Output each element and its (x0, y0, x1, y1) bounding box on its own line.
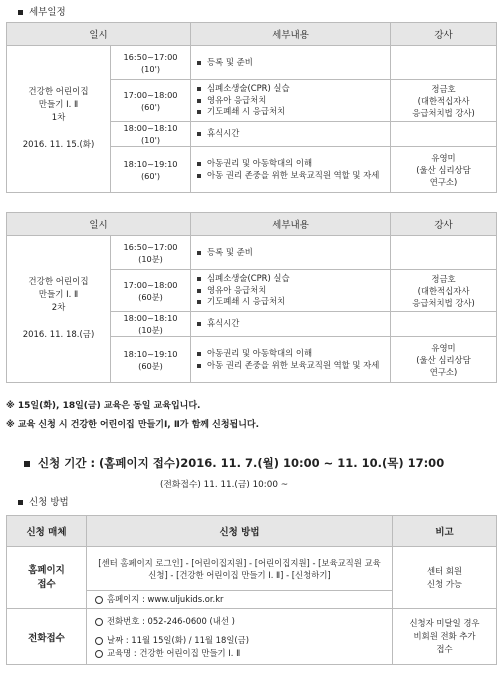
phone-number: 전화번호 : 052-246-0600 (내선 ) (95, 615, 392, 628)
square-bullet-icon (18, 10, 23, 15)
schedule-table-1 (6, 22, 497, 193)
content-item: 심폐소생술(CPR) 실습 (197, 273, 390, 285)
content-item: 휴식시간 (197, 128, 390, 140)
content-item: 심폐소생술(CPR) 실습 (197, 83, 390, 95)
web-remark: 센터 회원 신청 가능 (393, 547, 497, 609)
course-title-line: 만들기 Ⅰ. Ⅱ (38, 290, 79, 300)
instructor-line: (울산 심리상담 (416, 354, 471, 365)
time-range: 16:50~17:00 (123, 241, 178, 252)
content-item: 아동 권리 존중을 위한 보육교직원 역할 및 자세 (197, 360, 390, 372)
schedule-row (7, 46, 497, 80)
phone-course: 교육명 : 건강한 어린이집 만들기 Ⅰ. Ⅱ (95, 647, 392, 660)
homepage-cell (87, 591, 393, 609)
course-cell (7, 46, 111, 193)
duration: (60분) (138, 360, 163, 371)
time-range: 17:00~18:00 (123, 89, 178, 100)
instructor-line: (대한적십자사 (417, 95, 470, 106)
content-item: 영유아 응급처치 (197, 285, 390, 297)
header-instructor: 강사 (391, 23, 497, 46)
square-bullet-icon (24, 461, 30, 467)
instructor-line: 정금호 (431, 273, 456, 284)
content-cell (191, 236, 391, 270)
content-item: 등록 및 준비 (197, 247, 390, 259)
phone-medium-label: 전화접수 (7, 609, 87, 665)
phone-remark: 신청자 미달일 경우 비회원 전화 추가 접수 (393, 609, 497, 665)
content-item: 아동권리 및 아동학대의 이해 (197, 158, 390, 170)
header-method: 신청 방법 (87, 516, 393, 547)
application-method-table (6, 515, 497, 665)
content-cell (191, 80, 391, 122)
duration: (60분) (138, 291, 163, 302)
web-medium-label: 홈페이지 접수 (7, 547, 87, 609)
content-cell (191, 337, 391, 383)
course-title-line: 건강한 어린이집 (28, 87, 89, 97)
header-when: 일시 (7, 213, 191, 236)
content-item: 아동권리 및 아동학대의 이해 (197, 348, 390, 360)
header-medium: 신청 매체 (7, 516, 87, 547)
instructor-cell (391, 80, 497, 122)
phone-dates: 날짜 : 11월 15일(화) / 11월 18일(금) (95, 634, 392, 647)
instructor-line: 유영미 (431, 342, 456, 353)
time-cell (111, 80, 191, 122)
time-cell (111, 46, 191, 80)
section-heading-method: 신청 방법 (18, 494, 69, 508)
application-period: 신청 기간 : (홈페이지 접수)2016. 11. 7.(월) 10:00 ~ 11. 10.(목) 17:00 (24, 455, 444, 471)
course-cell (7, 236, 111, 383)
instructor-cell (391, 236, 497, 270)
instructor-line: 응급처치법 강사) (412, 107, 475, 118)
time-cell (111, 337, 191, 383)
content-item: 영유아 응급처치 (197, 95, 390, 107)
time-cell (111, 236, 191, 270)
header-content: 세부내용 (191, 213, 391, 236)
header-remark: 비고 (393, 516, 497, 547)
duration: (60') (140, 170, 161, 181)
content-item: 아동 권리 존중을 위한 보육교직원 역할 및 자세 (197, 170, 390, 182)
time-range: 18:10~19:10 (123, 348, 178, 359)
course-title-line: 2차 (51, 303, 66, 313)
content-cell (191, 312, 391, 337)
instructor-cell (391, 270, 497, 312)
square-bullet-icon (18, 500, 23, 505)
note-same-session: ※ 15일(화), 18일(금) 교육은 동일 교육입니다. (6, 401, 201, 411)
instructor-cell (391, 337, 497, 383)
time-range: 18:00~18:10 (123, 313, 178, 323)
course-date: 2016. 11. 15.(화) (22, 140, 95, 150)
web-menu-path: [센터 홈페이지 로그인] - [어린이집지원] - [어린이집지원] - [보육교직원 교육신청] - [건강한 어린이집 만들기 Ⅰ. Ⅱ] - [신청하기] (87, 547, 393, 591)
schedule-row (7, 236, 497, 270)
header-content: 세부내용 (191, 23, 391, 46)
content-cell (191, 270, 391, 312)
instructor-line: 연구소) (429, 176, 458, 187)
schedule-table-2 (6, 212, 497, 383)
course-title-line: 1차 (51, 113, 66, 123)
header-when: 일시 (7, 23, 191, 46)
content-item: 휴식시간 (197, 318, 390, 330)
instructor-line: (대한적십자사 (417, 285, 470, 296)
content-item: 기도폐쇄 시 응급처치 (197, 106, 390, 118)
time-cell (111, 312, 191, 337)
time-range: 18:00~18:10 (123, 123, 178, 133)
duration: (10분) (138, 325, 163, 335)
instructor-line: 연구소) (429, 366, 458, 377)
time-cell (111, 270, 191, 312)
note-combined-registration: ※ 교육 신청 시 건강한 어린이집 만들기Ⅰ, Ⅱ가 함께 신청됩니다. (6, 420, 260, 430)
homepage-url[interactable]: 홈페이지 : www.uljukids.or.kr (95, 593, 392, 606)
time-cell (111, 147, 191, 193)
instructor-line: 정금호 (431, 83, 456, 94)
time-range: 17:00~18:00 (123, 279, 178, 290)
instructor-cell (391, 147, 497, 193)
course-title-line: 건강한 어린이집 (28, 277, 89, 287)
duration: (10') (140, 63, 161, 74)
duration: (10') (140, 135, 161, 145)
content-cell (191, 46, 391, 80)
instructor-cell (391, 122, 497, 147)
instructor-line: 유영미 (431, 152, 456, 163)
duration: (60') (140, 101, 161, 112)
instructor-cell (391, 312, 497, 337)
content-item: 등록 및 준비 (197, 57, 390, 69)
instructor-line: (울산 심리상담 (416, 164, 471, 175)
instructor-line: 응급처치법 강사) (412, 297, 475, 308)
time-range: 18:10~19:10 (123, 158, 178, 169)
instructor-cell (391, 46, 497, 80)
duration: (10분) (138, 253, 163, 264)
course-date: 2016. 11. 18.(금) (22, 330, 95, 340)
header-instructor: 강사 (391, 213, 497, 236)
course-title-line: 만들기 Ⅰ. Ⅱ (38, 100, 79, 110)
time-range: 16:50~17:00 (123, 51, 178, 62)
time-cell (111, 122, 191, 147)
section-heading-schedule: 세부일정 (18, 4, 66, 18)
content-cell (191, 147, 391, 193)
content-item: 기도폐쇄 시 응급처치 (197, 296, 390, 308)
phone-details (87, 609, 393, 665)
content-cell (191, 122, 391, 147)
phone-period: (전화접수) 11. 11.(금) 10:00 ~ (160, 480, 289, 490)
